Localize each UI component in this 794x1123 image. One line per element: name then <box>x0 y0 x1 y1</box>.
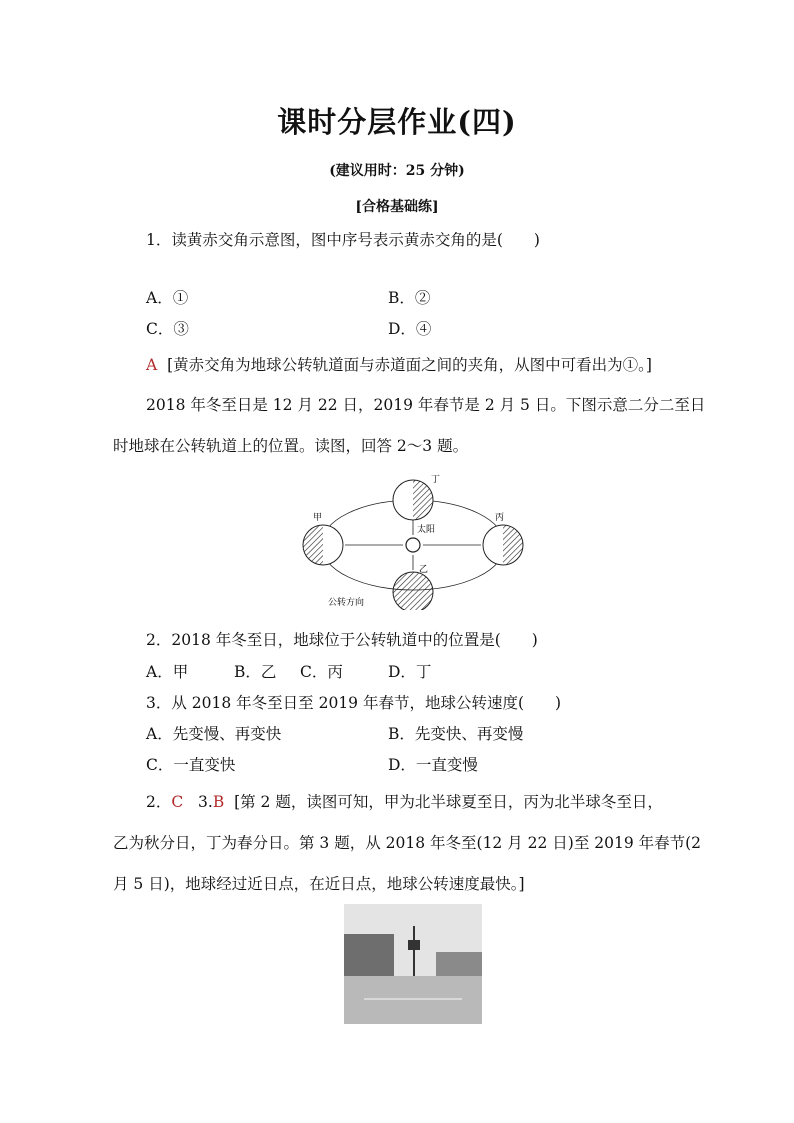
photo-traffic-light <box>408 940 420 950</box>
q2-option-a: A．甲 <box>146 663 189 681</box>
orbit-diagram <box>295 470 535 610</box>
label-yi: 乙 <box>419 565 429 575</box>
road-photo <box>344 904 482 1024</box>
ans2-letter: C <box>171 793 184 811</box>
q2-option-d: D．丁 <box>388 663 432 681</box>
intro-line-2: 时地球在公转轨道上的位置。读图，回答 2～3 题。 <box>113 437 469 455</box>
ans3-prefix: 3. <box>198 793 213 811</box>
q2-stem: 2．2018 年冬至日，地球位于公转轨道中的位置是( ) <box>146 631 538 649</box>
q3-stem: 3．从 2018 年冬至日至 2019 年春节，地球公转速度( ) <box>146 694 562 712</box>
ans3-letter: B <box>212 793 225 811</box>
intro-line-1: 2018 年冬至日是 12 月 22 日，2019 年春节是 2 月 5 日。下图示意二分二至日 <box>146 396 706 414</box>
earth-ding <box>393 480 433 520</box>
q3-option-c: C．一直变快 <box>146 756 236 774</box>
earth-yi <box>393 572 433 610</box>
q1-stem: 1．读黄赤交角示意图，图中序号表示黄赤交角的是( ) <box>146 231 540 249</box>
q2-option-c: C．丙 <box>300 663 343 681</box>
q2-option-b: B．乙 <box>234 663 277 681</box>
page-title: 课时分层作业(四) <box>277 105 517 139</box>
q1-option-d: D．④ <box>388 320 432 338</box>
q1-answer <box>146 353 652 375</box>
q1-option-a: A．① <box>146 289 189 307</box>
earth-jia <box>303 525 343 565</box>
earth-bing <box>483 525 523 565</box>
label-bing: 丙 <box>495 513 505 523</box>
q3-option-b: B．先变快、再变慢 <box>388 725 524 743</box>
q3-option-d: D．一直变慢 <box>388 756 478 774</box>
ans23-explanation-3: 月 5 日)，地球经过近日点，在近日点，地球公转速度最快。] <box>113 875 525 893</box>
ans23-explanation-2: 乙为秋分日，丁为春分日。第 3 题，从 2018 年冬至(12 月 22 日)至 2019 年春节(2 <box>113 834 702 852</box>
q1-option-c: C．③ <box>146 320 189 338</box>
photo-trees-left <box>344 934 394 976</box>
ans23-line-1 <box>146 790 663 812</box>
label-ding: 丁 <box>431 475 441 485</box>
q3-option-a: A．先变慢、再变快 <box>146 725 282 743</box>
ans23-explanation-1: [第 2 题，读图可知，甲为北半球夏至日，丙为北半球冬至日， <box>234 793 663 811</box>
section-label: [合格基础练] <box>355 199 439 215</box>
label-direction: 公转方向 <box>328 598 365 608</box>
time-hint: (建议用时：25 分钟) <box>329 163 465 179</box>
label-jia: 甲 <box>313 513 323 523</box>
q1-option-b: B．② <box>388 289 431 307</box>
q1-explanation: [黄赤交角为地球公转轨道面与赤道面之间的夹角，从图中可看出为①。] <box>167 356 652 374</box>
q1-answer-letter: A <box>146 356 158 374</box>
label-sun: 太阳 <box>417 525 436 535</box>
ans2-prefix: 2． <box>146 793 172 811</box>
sun-icon <box>406 538 420 552</box>
photo-trees-right <box>436 952 482 976</box>
